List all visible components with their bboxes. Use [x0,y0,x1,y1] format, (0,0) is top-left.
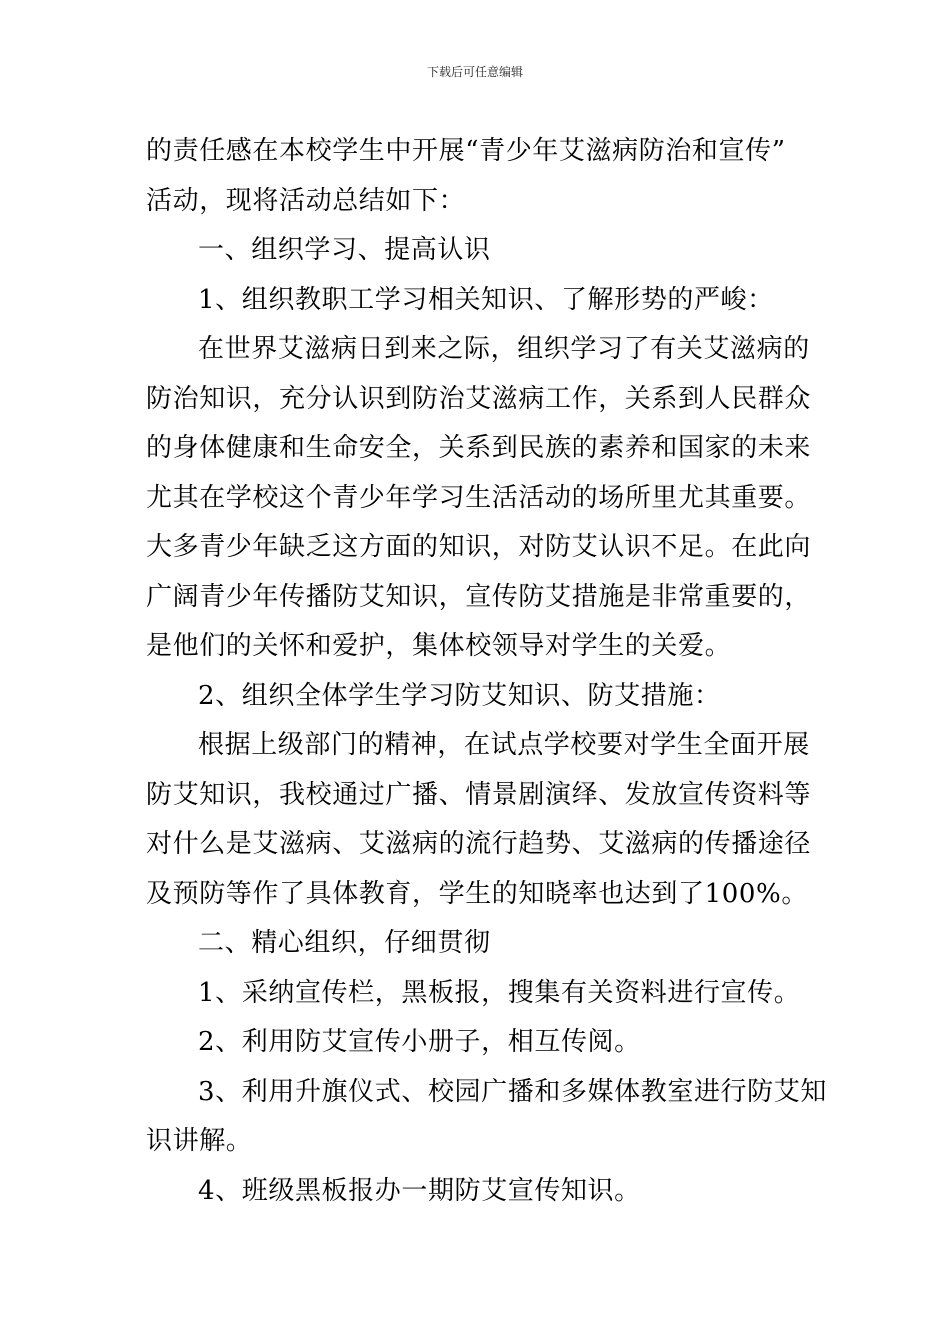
list-item: 4、班级黑板报办一期防艾宣传知识。 [198,1175,641,1206]
list-item: 1、采纳宣传栏，黑板报，搜集有关资料进行宣传。 [198,977,801,1008]
subsection-heading: 2、组织全体学生学习防艾知识、防艾措施： [198,680,721,711]
section-heading: 一、组织学习、提高认识 [198,235,491,265]
document-body [146,127,827,1216]
text-line: 防治知识，充分认识到防治艾滋病工作，关系到人民群众 [146,383,812,414]
text-line: 根据上级部门的精神，在试点学校要对学生全面开展 [198,730,810,760]
text-line: 的责任感在本校学生中开展“青少年艾滋病防治和宣传” [146,136,786,166]
list-item-continuation: 识讲解。 [146,1126,253,1156]
page-header: 下载后可任意编辑 [426,65,523,79]
section-heading: 二、精心组织，仔细贯彻 [198,928,491,958]
text-line: 是他们的关怀和爱护，集体校领导对学生的关爱。 [146,631,732,661]
text-line: 的身体健康和生命安全，关系到民族的素养和国家的未来 [146,433,812,463]
list-item: 3、利用升旗仪式、校园广播和多媒体教室进行防艾知 [198,1076,827,1107]
text-line: 尤其在学校这个青少年学习生活活动的场所里尤其重要。 [146,482,812,513]
text-line: 广阔青少年传播防艾知识，宣传防艾措施是非常重要的， [146,581,812,612]
text-line: 对什么是艾滋病、艾滋病的流行趋势、艾滋病的传播途径 [146,829,812,859]
text-line: 活动，现将活动总结如下： [146,185,466,216]
subsection-heading: 1、组织教职工学习相关知识、了解形势的严峻： [198,284,774,315]
text-line: 在世界艾滋病日到来之际，组织学习了有关艾滋病的 [198,334,810,364]
text-line: 大多青少年缺乏这方面的知识，对防艾认识不足。在此向 [146,532,812,562]
text-line: 及预防等作了具体教育，学生的知晓率也达到了100%。 [146,878,808,909]
text-line: 防艾知识，我校通过广播、情景剧演绎、发放宣传资料等 [146,779,812,810]
list-item: 2、利用防艾宣传小册子，相互传阅。 [198,1027,641,1057]
